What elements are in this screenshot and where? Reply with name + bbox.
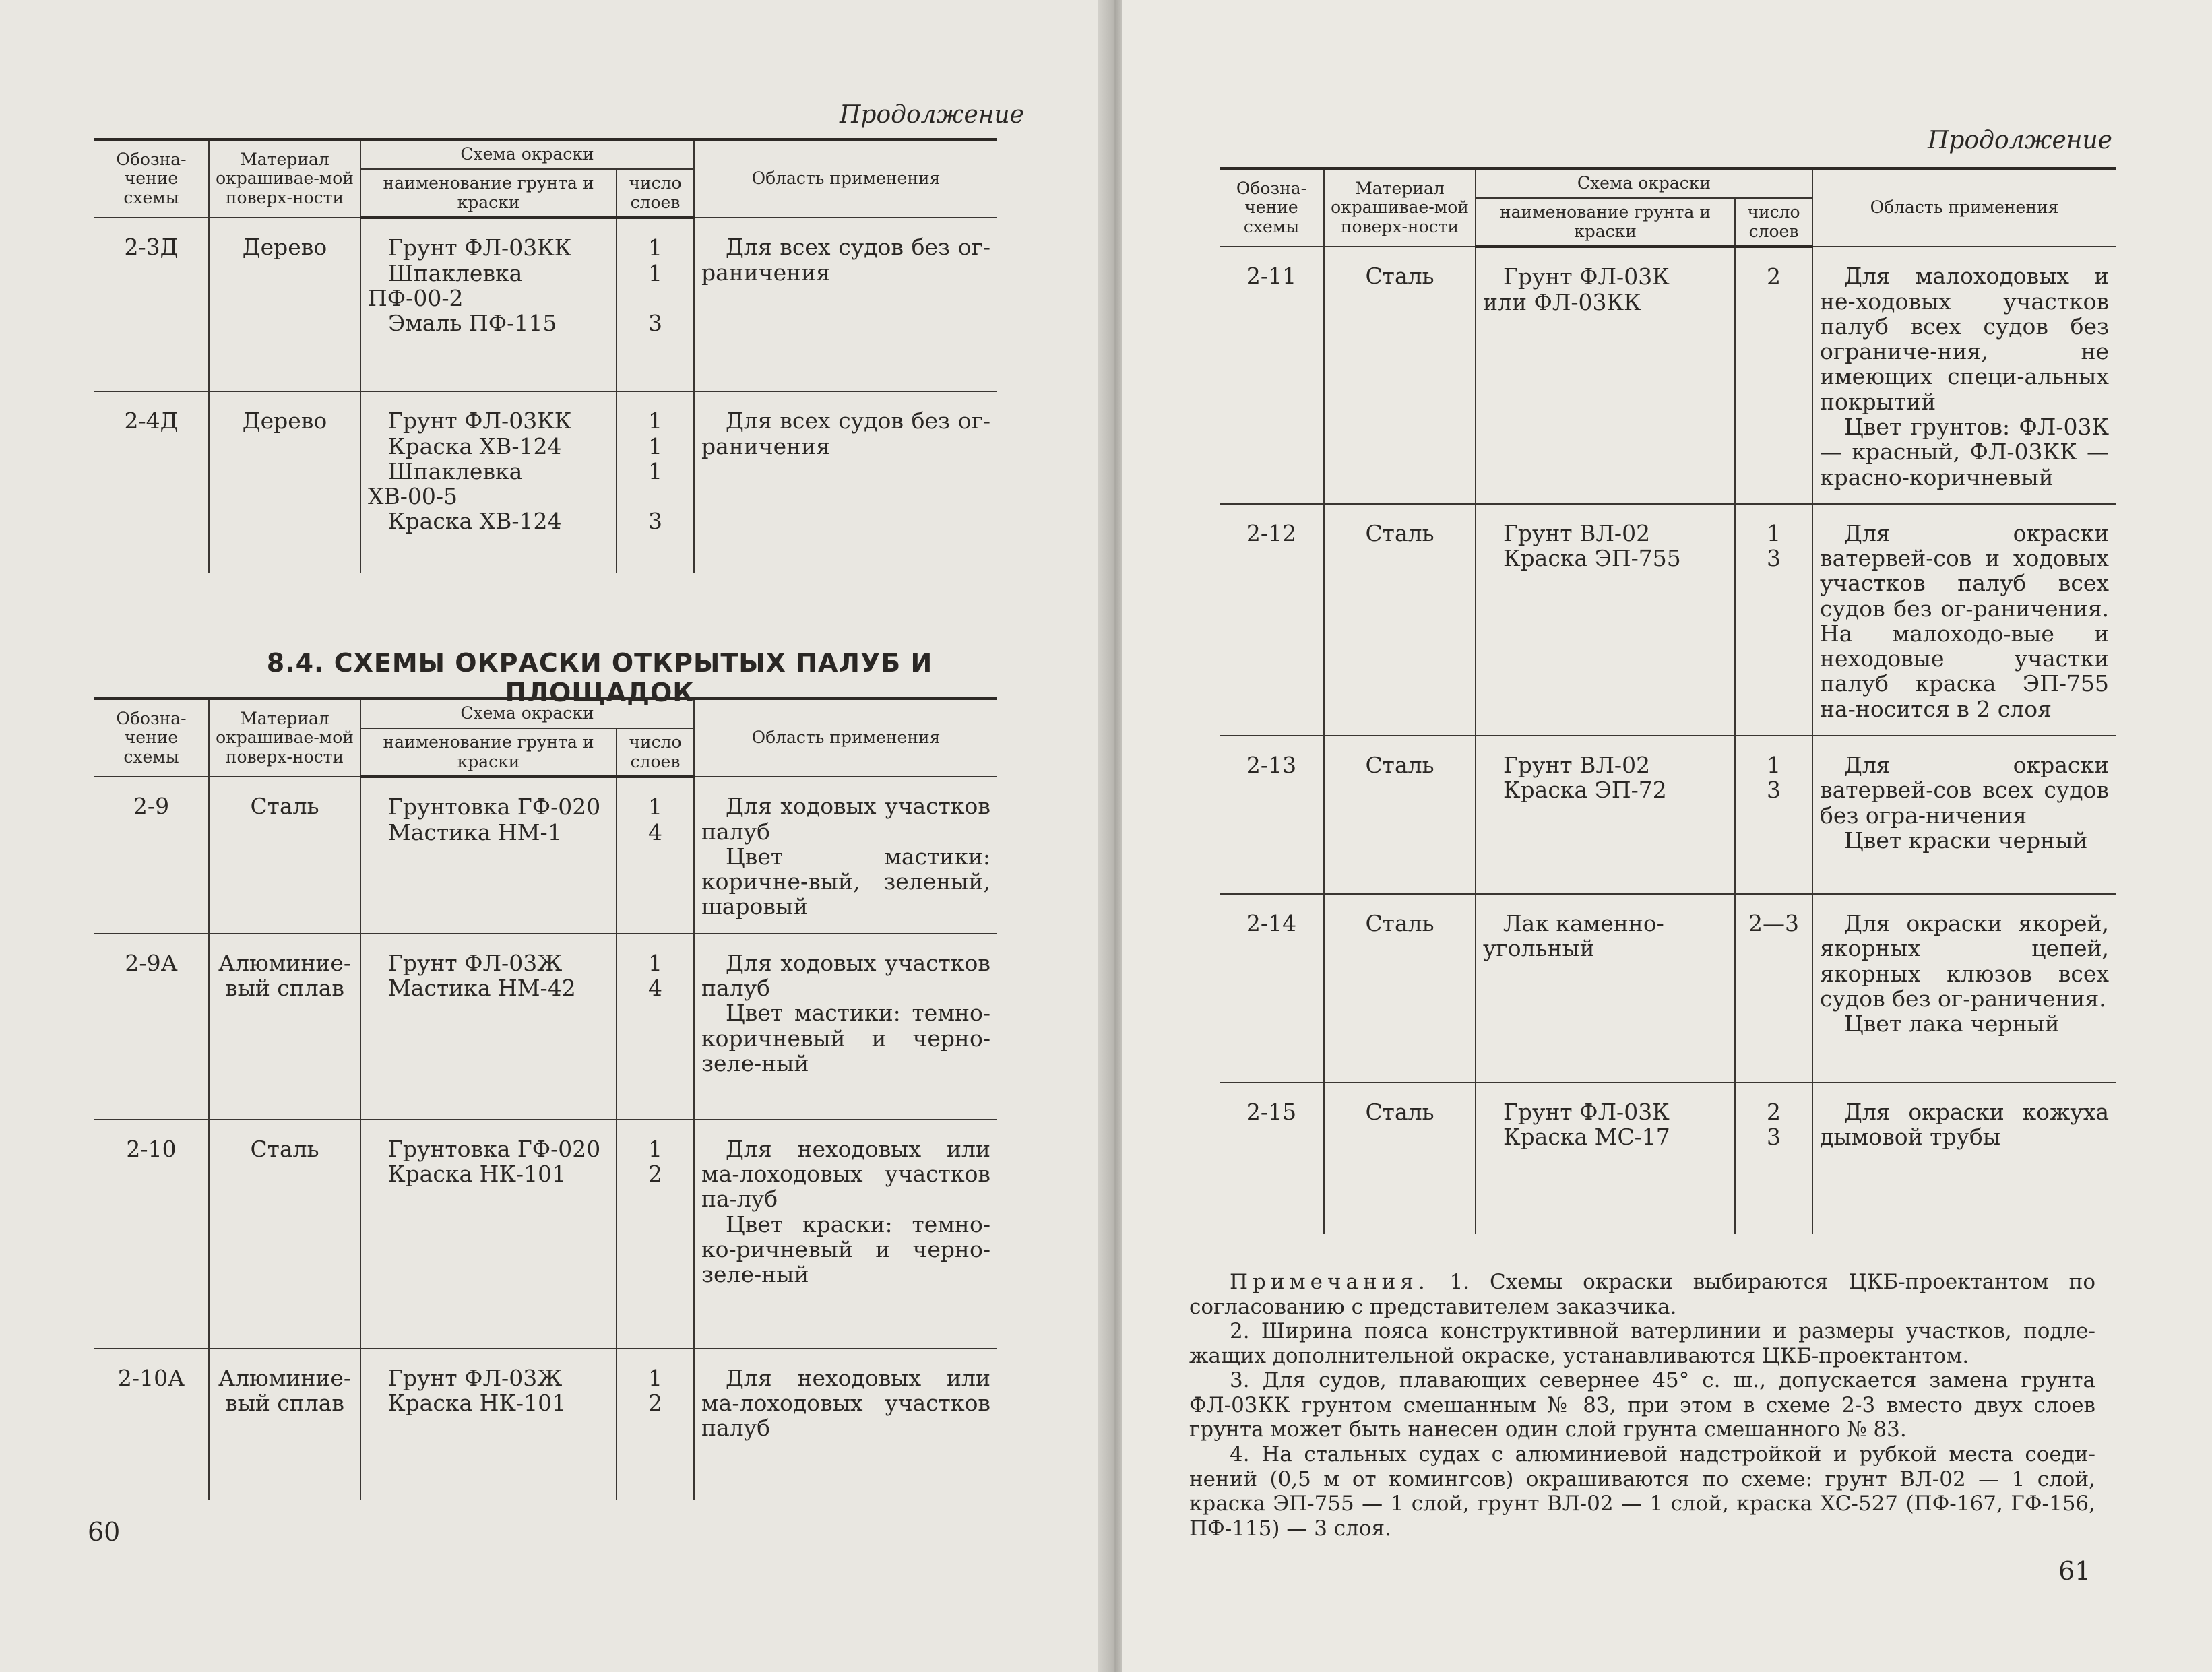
paint-scheme-table-continued (1220, 167, 2116, 1234)
layer-count (1735, 504, 1812, 736)
primer-and-paint (1476, 1083, 1735, 1234)
surface-material: Дерево (209, 391, 360, 573)
application-text: Цвет краски черный (1844, 827, 2088, 854)
application-area (694, 1349, 997, 1500)
coating-item: Грунтовка ГФ-020 (388, 1135, 601, 1162)
table-row (1220, 1083, 2116, 1234)
notes-label: Примечания. (1230, 1270, 1430, 1294)
primer-and-paint (360, 777, 617, 933)
scheme-code: 2-13 (1220, 736, 1324, 894)
header-primer-paint: наименование грунта и краски (360, 728, 617, 777)
header-material: Материал окрашивае-мой поверх-ности (1324, 168, 1476, 247)
layer-count (617, 391, 694, 573)
header-code: Обозна-чение схемы (94, 139, 209, 218)
paint-scheme-table (94, 138, 997, 573)
layer-value: 4 (648, 818, 662, 845)
coating-item: Грунт ВЛ-02 (1503, 519, 1651, 546)
layer-value: 3 (648, 508, 662, 535)
layer-value: 3 (1767, 777, 1781, 804)
layer-count (617, 218, 694, 391)
table-row (94, 218, 997, 391)
layer-count (617, 777, 694, 933)
coating-item: Мастика НМ-1 (388, 818, 562, 845)
surface-material: Сталь (209, 1120, 360, 1349)
layer-value: 1 (1767, 752, 1781, 779)
header-code: Обозна-чение схемы (94, 699, 209, 777)
coating-item: Грунт ФЛ-03К (1503, 263, 1670, 290)
header-layers: число слоев (617, 169, 694, 218)
table-row (1220, 736, 2116, 894)
layer-count (1735, 1083, 1812, 1234)
notes (1189, 1270, 2095, 1541)
layer-value: 1 (648, 432, 662, 459)
coating-item: Грунт ФЛ-03КК (388, 234, 572, 261)
note-3: 3. Для судов, плавающих севернее 45° с. ш., допускается замена грунта ФЛ-03КК грунтом смешанным № 83, при этом в схеме 2-3 вместо двух слоев грунта может быть нанесен один слой грунта смешанного № 83. (1189, 1368, 2095, 1442)
right-page (1122, 0, 2212, 1672)
coating-item: Грунт ВЛ-02 (1503, 752, 1651, 779)
header-scheme: Схема окраски (360, 699, 694, 728)
application-text: Цвет грунтов: ФЛ-03К — красный, ФЛ-03КК — красно-коричневый (1820, 413, 2110, 490)
application-text: Цвет лака черный (1844, 1010, 2060, 1037)
coating-item: Грунтовка ГФ-020 (388, 794, 601, 821)
layer-value: 1 (648, 234, 662, 261)
coating-item: Эмаль ПФ-115 (388, 310, 557, 337)
table-row (1220, 504, 2116, 736)
application-text: Для окраски ватервей-сов всех судов без огра-ничения (1820, 752, 2110, 829)
layer-value: 2 (648, 1389, 662, 1416)
page-number: 60 (88, 1517, 121, 1547)
table-row (1220, 894, 2116, 1083)
layer-value: 3 (1767, 1124, 1781, 1151)
layer-value: 1 (648, 1135, 662, 1162)
coating-item: Грунт ФЛ-03КК (388, 408, 572, 435)
layer-value: 1 (648, 794, 662, 821)
scheme-code: 2-9 (94, 777, 209, 933)
application-area (1812, 894, 2116, 1083)
layer-value: 1 (648, 408, 662, 435)
surface-material: Сталь (1324, 504, 1476, 736)
scheme-code: 2-15 (1220, 1083, 1324, 1234)
coating-item: Краска ХВ-124 (388, 432, 562, 459)
scheme-code: 2-4Д (94, 391, 209, 573)
coating-item: Лак каменно- (1503, 910, 1664, 937)
layer-value: 3 (648, 310, 662, 337)
primer-and-paint (360, 391, 617, 573)
primer-and-paint (1476, 504, 1735, 736)
section-title: 8.4. СХЕМЫ ОКРАСКИ ОТКРЫТЫХ ПАЛУБ И ПЛОЩАДОК (266, 648, 933, 707)
note-1: Примечания. 1. Схемы окраски выбираются ЦКБ-проектантом по согласованию с представителем заказчика. (1189, 1270, 2095, 1319)
coating-item: Грунт ФЛ-03Ж (388, 949, 563, 976)
application-area (1812, 504, 2116, 736)
coating-item: Грунт ФЛ-03Ж (388, 1364, 563, 1391)
coating-item: Краска ЭП-755 (1503, 545, 1681, 572)
coating-item: Шпаклевка (388, 457, 523, 484)
table-row (1220, 247, 2116, 504)
application-text: Для всех судов без ог-раничения (701, 408, 991, 459)
application-text: Цвет мастики: темно-коричневый и черно-зеле-ный (701, 1000, 991, 1076)
layer-count (1735, 247, 1812, 504)
layer-value: 1 (648, 457, 662, 484)
layer-value: 1 (1767, 519, 1781, 546)
application-text: Для окраски якорей, якорных цепей, якорных клюзов всех судов без ог-раничения. (1820, 910, 2110, 1012)
primer-and-paint (1476, 736, 1735, 894)
primer-and-paint (360, 934, 617, 1120)
layer-value: 4 (648, 974, 662, 1001)
header-area: Область применения (1812, 168, 2116, 247)
surface-material: Сталь (1324, 736, 1476, 894)
layer-count (617, 934, 694, 1120)
application-text: Для окраски кожуха дымовой трубы (1820, 1099, 2110, 1151)
layer-value: 3 (1767, 545, 1781, 572)
coating-item: ХВ-00-5 (368, 483, 458, 510)
primer-and-paint (360, 218, 617, 391)
application-text: Для окраски ватервей-сов и ходовых участков палуб всех судов без ог-раничения. На малоходо-вые и неходовые участки палуб краска ЭП-755 на-носится в 2 слоя (1820, 519, 2110, 722)
coating-item: Шпаклевка (388, 259, 523, 286)
application-area (694, 934, 997, 1120)
coating-item: Краска МС-17 (1503, 1124, 1670, 1151)
application-area (694, 218, 997, 391)
primer-and-paint (360, 1120, 617, 1349)
application-text: Цвет краски: темно-ко-ричневый и черно-зеле-ный (701, 1211, 991, 1288)
application-area (1812, 1083, 2116, 1234)
continuation-label: Продолжение (1928, 127, 2112, 154)
layer-value: 1 (648, 259, 662, 286)
coating-item: Мастика НМ-42 (388, 974, 576, 1001)
table-row (94, 777, 997, 933)
application-text: Для всех судов без ог-раничения (701, 234, 991, 286)
application-text: Для ходовых участков палуб (701, 793, 991, 845)
layer-value: 1 (648, 949, 662, 976)
deck-paint-scheme-table (94, 697, 997, 1500)
application-text: Для малоходовых и не-ходовых участков палуб всех судов без ограниче-ния, не имеющих специ-альных покрытий (1820, 263, 2110, 415)
coating-item: ПФ-00-2 (368, 284, 464, 311)
application-area (694, 391, 997, 573)
coating-item: Краска НК-101 (388, 1389, 567, 1416)
header-layers: число слоев (617, 728, 694, 777)
coating-item: Краска ХВ-124 (388, 508, 562, 535)
application-text: Цвет мастики: коричне-вый, зеленый, шаровый (701, 843, 991, 920)
layer-value: 2 (1767, 263, 1781, 290)
layer-value: 2 (1767, 1099, 1781, 1126)
scheme-code: 2-10А (94, 1349, 209, 1500)
application-area (694, 777, 997, 933)
surface-material: Сталь (1324, 894, 1476, 1083)
scheme-code: 2-9А (94, 934, 209, 1120)
primer-and-paint (360, 1349, 617, 1500)
primer-and-paint (1476, 247, 1735, 504)
surface-material: Алюминие-вый сплав (209, 934, 360, 1120)
note-2: 2. Ширина пояса конструктивной ватерлинии и размеры участков, подле-жащих дополнительной окраске, устанавливаются ЦКБ-проектантом. (1189, 1319, 2095, 1368)
header-material: Материал окрашивае-мой поверх-ности (209, 139, 360, 218)
continuation-label: Продолжение (840, 101, 1024, 129)
table-row (94, 1349, 997, 1500)
scheme-code: 2-3Д (94, 218, 209, 391)
scheme-code: 2-12 (1220, 504, 1324, 736)
note-4: 4. На стальных судах с алюминиевой надстройкой и рубкой места соеди-нений (0,5 м от комингсов) окрашиваются по схеме: грунт ВЛ-02 — 1 слой, краска ЭП-755 — 1 слой, грунт ВЛ-02 — 1 слой, краска ХС-527 (ПФ-167, ГФ-156, ПФ-115) — 3 слоя. (1189, 1442, 2095, 1541)
header-scheme: Схема окраски (1476, 168, 1812, 198)
header-primer-paint: наименование грунта и краски (1476, 198, 1735, 247)
layer-value: 1 (648, 1364, 662, 1391)
header-code: Обозна-чение схемы (1220, 168, 1324, 247)
header-material: Материал окрашивае-мой поверх-ности (209, 699, 360, 777)
layer-count (617, 1120, 694, 1349)
layer-value: 2—3 (1748, 910, 1799, 937)
scheme-code: 2-11 (1220, 247, 1324, 504)
application-area (1812, 247, 2116, 504)
layer-count (617, 1349, 694, 1500)
surface-material: Сталь (1324, 1083, 1476, 1234)
application-text: Для ходовых участков палуб (701, 949, 991, 1001)
table-row (94, 1120, 997, 1349)
application-area (1812, 736, 2116, 894)
header-area: Область применения (694, 699, 997, 777)
coating-item: угольный (1483, 935, 1595, 962)
layer-value (624, 286, 687, 311)
header-area: Область применения (694, 139, 997, 218)
coating-item: Краска ЭП-72 (1503, 777, 1667, 804)
surface-material: Дерево (209, 218, 360, 391)
layer-value (624, 484, 687, 509)
application-text: Для неходовых или ма-лоходовых участков палуб (701, 1364, 991, 1442)
coating-item: Грунт ФЛ-03К (1503, 1099, 1670, 1126)
scheme-code: 2-10 (94, 1120, 209, 1349)
header-layers: число слоев (1735, 198, 1812, 247)
page-number: 61 (2058, 1556, 2091, 1586)
primer-and-paint (1476, 894, 1735, 1083)
header-scheme: Схема окраски (360, 139, 694, 169)
surface-material: Алюминие-вый сплав (209, 1349, 360, 1500)
coating-item: или ФЛ-03КК (1483, 288, 1641, 315)
application-area (694, 1120, 997, 1349)
layer-count (1735, 736, 1812, 894)
scheme-code: 2-14 (1220, 894, 1324, 1083)
table-row (94, 391, 997, 573)
surface-material: Сталь (1324, 247, 1476, 504)
layer-count (1735, 894, 1812, 1083)
coating-item: Краска НК-101 (388, 1160, 567, 1187)
table-row (94, 934, 997, 1120)
surface-material: Сталь (209, 777, 360, 933)
header-primer-paint: наименование грунта и краски (360, 169, 617, 218)
application-text: Для неходовых или ма-лоходовых участков па-луб (701, 1135, 991, 1213)
layer-value: 2 (648, 1160, 662, 1187)
